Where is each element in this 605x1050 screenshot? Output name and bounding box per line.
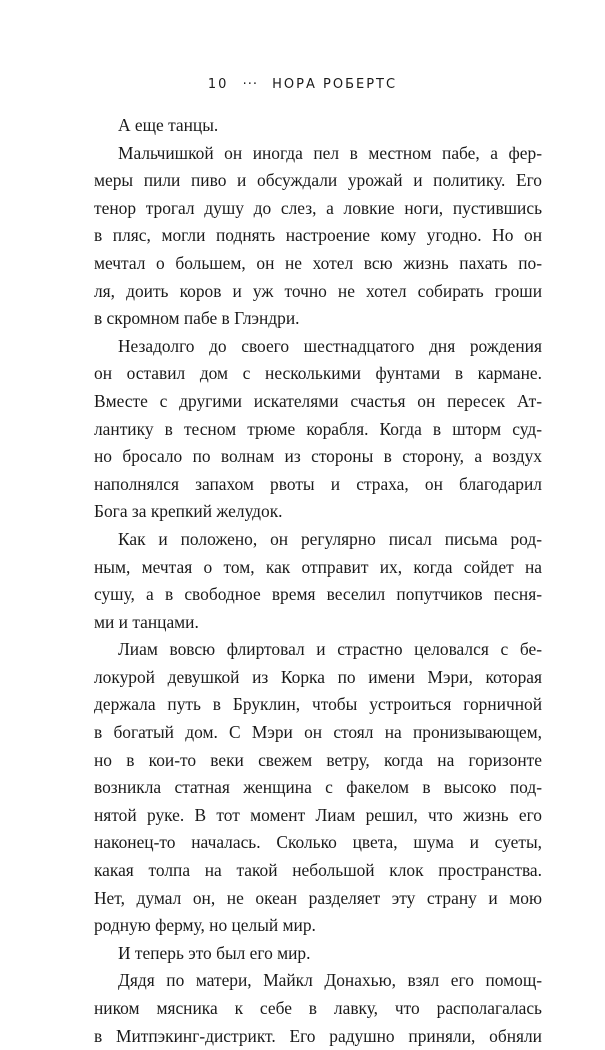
text-line: И теперь это был его мир. [118,942,311,963]
text-line: в пляс, могли поднять настроение кому угодно. Но он [94,225,542,246]
text-line: в скромном пабе в Глэндри. [94,308,300,329]
text-line: ля, доить коров и уж точно не хотел собирать гроши [94,280,542,301]
text-line: локурой девушкой из Корка по имени Мэри, которая [94,666,542,687]
text-line: Нет, думал он, не океан разделяет эту страну и мою [94,887,542,908]
header-separator: ··· [242,77,258,92]
page-number: 10 [207,77,229,92]
text-line: Как и положено, он регулярно писал письма род- [118,528,542,549]
text-line: в богатый дом. С Мэри он стоял на пронизывающем, [94,722,542,743]
text-line: нятой руке. В тот момент Лиам решил, что жизнь его [94,804,542,825]
text-line: Бога за крепкий желудок. [94,501,283,522]
text-line: какая толпа на такой небольшой клок пространства. [94,860,542,881]
text-line: лантику в тесном трюме корабля. Когда в шторм суд- [94,418,542,439]
text-line: Дядя по матери, Майкл Донахью, взял его помощ- [118,970,542,991]
text-line: меры пили пиво и обсуждали урожай и политику. Его [94,170,542,191]
text-line: наполнялся запахом рвоты и страха, он благодарил [94,473,542,494]
text-line: возникла статная женщина с факелом в высоко под- [94,777,542,798]
text-line: Мальчишкой он иногда пел в местном пабе, а фер- [118,142,542,163]
running-head [0,77,605,92]
text-line: но бросало по волнам из стороны в сторону, а воздух [94,446,542,467]
text-line: А еще танцы. [118,115,219,135]
text-line: Вместе с другими искателями счастья он пересек Ат- [94,390,542,411]
text-line: ным, мечтая о том, как отправит их, когда сойдет на [94,556,542,577]
body-text [94,112,542,1050]
author-name: НОРА РОБЕРТС [272,77,398,92]
text-line: сушу, а в свободное время веселил попутчиков песня- [94,584,542,605]
text-line: мечтал о большем, он не хотел всю жизнь пахать по- [94,252,542,273]
text-line: в Митпэкинг-дистрикт. Его радушно приняли, обняли [94,1025,542,1046]
text-line: ми и танцами. [94,611,199,632]
text-line: Незадолго до своего шестнадцатого дня рождения [118,335,542,356]
text-line: тенор трогал душу до слез, а ловкие ноги, пустившись [94,197,542,218]
text-line: Лиам вовсю флиртовал и страстно целовался с бе- [118,639,542,660]
text-line: но в кои-то веки свежем ветру, когда на горизонте [94,749,542,770]
text-line: ником мясника к себе в лавку, что располагалась [94,998,542,1018]
text-line: родную ферму, но целый мир. [94,915,316,936]
text-line: он оставил дом с несколькими фунтами в кармане. [94,363,542,384]
text-line: наконец-то началась. Сколько цвета, шума и суеты, [94,832,542,853]
text-line: держала путь в Бруклин, чтобы устроиться горничной [94,694,542,715]
